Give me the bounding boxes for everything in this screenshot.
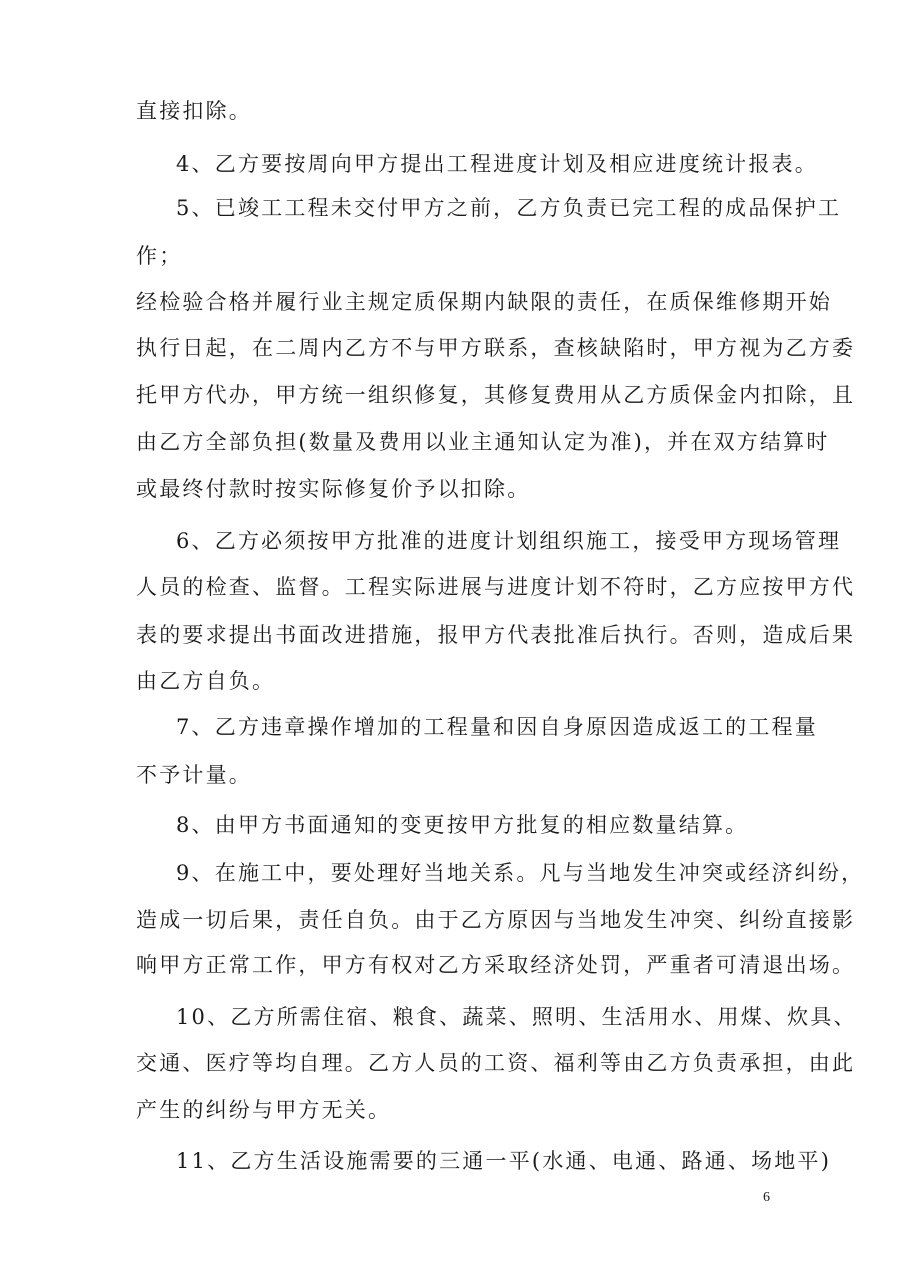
page-number: 6 [763,1190,770,1205]
text-line: 10、乙方所需住宿、粮食、蔬菜、照明、生活用水、用煤、炊具、 [176,1005,857,1029]
text-line: 托甲方代办，甲方统一组织修复，其修复费用从乙方质保金内扣除，且 [136,383,856,407]
text-line: 交通、医疗等均自理。乙方人员的工资、福利等由乙方负责承担，由此 [136,1051,856,1075]
text-line: 经检验合格并履行业主规定质保期内缺限的责任，在质保维修期开始 [136,290,832,314]
text-line: 4、乙方要按周向甲方提出工程进度计划及相应进度统计报表。 [176,152,818,176]
text-line: 作； [136,244,183,268]
text-line: 产生的纠纷与甲方无关。 [136,1098,392,1122]
text-line: 7、乙方违章操作增加的工程量和因自身原因造成返工的工程量 [176,715,818,739]
text-line: 9、在施工中，要处理好当地关系。凡与当地发生冲突或经济纠纷， [176,861,865,885]
text-line: 5、已竣工工程未交付甲方之前，乙方负责已完工程的成品保护工 [176,196,842,220]
text-line: 执行日起，在二周内乙方不与甲方联系，查核缺陷时，甲方视为乙方委 [136,336,856,360]
text-line: 11、乙方生活设施需要的三通一平(水通、电通、路通、场地平) [176,1149,832,1173]
text-line: 或最终付款时按实际修复价予以扣除。 [136,477,531,501]
text-line: 不予计量。 [136,763,252,787]
text-line: 由乙方自负。 [136,669,276,693]
text-line: 响甲方正常工作，甲方有权对乙方采取经济处罚，严重者可清退出场。 [136,953,856,977]
text-line: 由乙方全部负担(数量及费用以业主通知认定为准)，并在双方结算时 [136,430,830,454]
text-line: 造成一切后果，责任自负。由于乙方原因与当地发生冲突、纠纷直接影 [136,908,856,932]
text-line: 6、乙方必须按甲方批准的进度计划组织施工，接受甲方现场管理 [176,529,842,553]
text-line: 8、由甲方书面通知的变更按甲方批复的相应数量结算。 [176,813,749,837]
text-line: 表的要求提出书面改进措施，报甲方代表批准后执行。否则，造成后果 [136,623,856,647]
text-line: 人员的检查、监督。工程实际进展与进度计划不符时，乙方应按甲方代 [136,575,856,599]
text-line: 直接扣除。 [136,99,252,123]
